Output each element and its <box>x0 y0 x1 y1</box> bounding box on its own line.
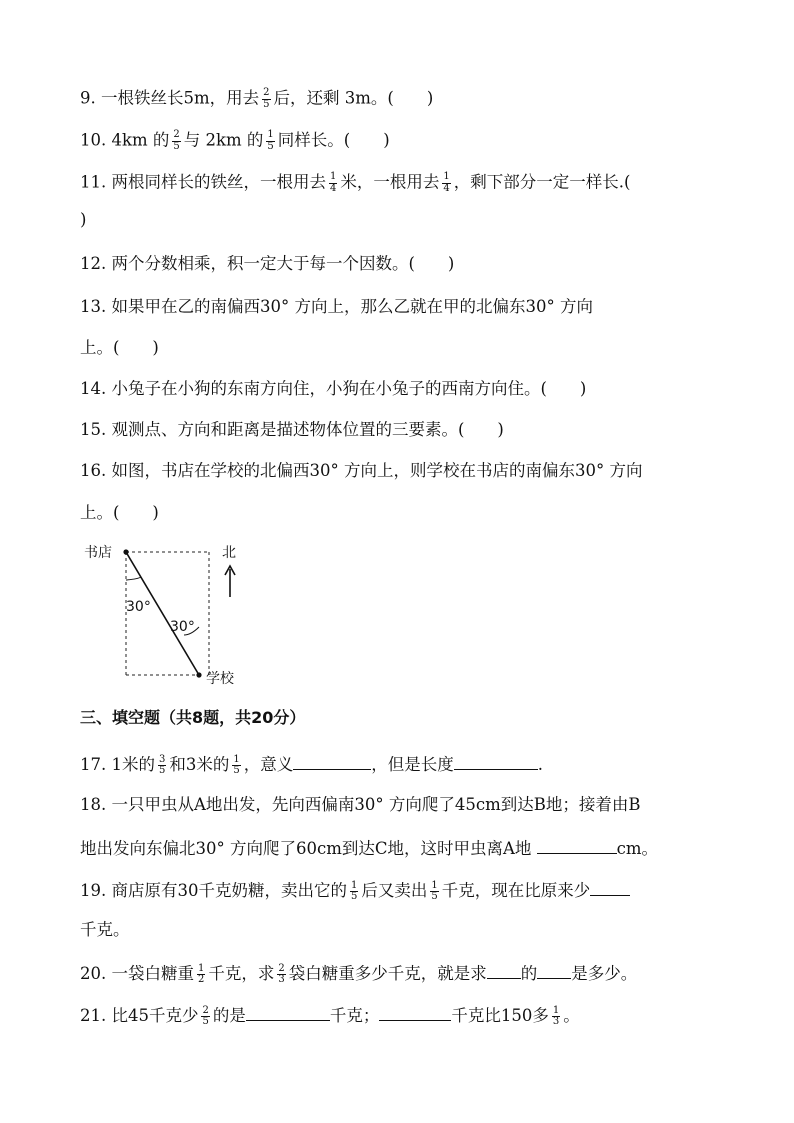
bookstore-point <box>123 549 128 554</box>
fraction: $\frac{1}{5}$ <box>267 129 274 152</box>
question-13-line2: 上。( ) <box>80 338 159 357</box>
angle-arc-top <box>126 577 141 580</box>
answer-blank[interactable] <box>537 963 571 979</box>
question-20-text-b: 千克，求 <box>208 964 275 983</box>
question-21-text-d: 千克比150多 <box>451 1006 549 1025</box>
fraction: $\frac{1}{5}$ <box>233 753 240 776</box>
question-11-cont: ) <box>80 210 87 229</box>
fraction: $\frac{2}{5}$ <box>202 1004 209 1027</box>
question-21-text-c: 千克； <box>329 1006 380 1025</box>
question-16-line1: 16. 如图，书店在学校的北偏西30° 方向上，则学校在书店的南偏东30° 方向 <box>80 461 643 480</box>
question-10-text-a: 10. 4km 的 <box>80 130 170 150</box>
question-10-text-c: 同样长。( ) <box>277 130 390 150</box>
answer-blank[interactable] <box>246 1005 330 1021</box>
fraction: $\frac{2}{3}$ <box>278 962 285 985</box>
direction-diagram <box>76 535 276 691</box>
answer-blank[interactable] <box>379 1005 451 1021</box>
section-title: 三、填空题（共8题，共20分） <box>80 708 306 727</box>
school-label: 学校 <box>206 671 234 687</box>
question-21 <box>80 1005 580 1028</box>
question-18-text-a: 地出发向东偏北30° 方向爬了60cm到达C地，这时甲虫离A地 <box>80 839 537 858</box>
question-15: 15. 观测点、方向和距离是描述物体位置的三要素。( ) <box>80 420 504 439</box>
question-16-line2: 上。( ) <box>80 503 159 522</box>
question-11 <box>80 172 630 194</box>
bookstore-label: 书店 <box>84 545 112 561</box>
question-9-text-b: 后，还剩 3m。( ) <box>273 88 434 108</box>
question-19-text-a: 19. 商店原有30千克奶糖，卖出它的 <box>80 881 347 900</box>
question-11-text-a: 11. 两根同样长的铁丝，一根用去 <box>80 172 326 192</box>
question-10 <box>80 130 390 152</box>
question-21-text-a: 21. 比45千克少 <box>80 1006 199 1025</box>
question-9-text-a: 9. 一根铁丝长5m，用去 <box>80 88 260 108</box>
question-17-text-e: . <box>537 755 543 774</box>
question-19-text-c: 千克，现在比原来少 <box>441 881 591 900</box>
question-20 <box>80 963 637 986</box>
answer-blank[interactable] <box>590 880 630 896</box>
question-12: 12. 两个分数相乘，积一定大于每一个因数。( ) <box>80 254 455 273</box>
question-19-line2: 千克。 <box>80 920 130 939</box>
question-17-text-a: 17. 1米的 <box>80 755 155 774</box>
fraction: $\frac{1}{4}$ <box>443 171 450 194</box>
question-20-text-c: 袋白糖重多少千克，就是求 <box>288 964 487 983</box>
question-13-line1: 13. 如果甲在乙的南偏西30° 方向上，那么乙就在甲的北偏东30° 方向 <box>80 297 593 316</box>
angle-label-1: 30° <box>126 599 151 615</box>
question-17-text-d: ，但是长度 <box>371 755 454 774</box>
question-17-text-b: 和3米的 <box>169 755 230 774</box>
answer-blank[interactable] <box>487 963 521 979</box>
question-20-text-d: 的 <box>520 964 538 983</box>
answer-blank[interactable] <box>293 754 371 770</box>
answer-blank[interactable] <box>537 838 617 854</box>
question-20-text-e: 是多少。 <box>571 964 638 983</box>
school-point <box>196 672 201 677</box>
question-20-text-a: 20. 一袋白糖重 <box>80 964 194 983</box>
question-17 <box>80 754 543 777</box>
fraction: $\frac{2}{5}$ <box>173 129 180 152</box>
question-10-text-b: 与 2km 的 <box>183 130 264 150</box>
question-19-text-b: 后又卖出 <box>361 881 428 900</box>
fraction: $\frac{1}{3}$ <box>552 1004 560 1027</box>
question-21-text-e: 。 <box>563 1006 580 1025</box>
fraction: $\frac{1}{2}$ <box>198 962 205 985</box>
question-21-text-b: 的是 <box>212 1006 246 1025</box>
fraction: $\frac{1}{5}$ <box>431 879 438 902</box>
fraction: $\frac{1}{4}$ <box>330 171 337 194</box>
fraction: $\frac{3}{5}$ <box>158 753 166 776</box>
question-9 <box>80 88 433 110</box>
question-18-text-b: cm。 <box>616 839 659 858</box>
fraction: $\frac{2}{5}$ <box>263 87 270 110</box>
answer-blank[interactable] <box>454 754 538 770</box>
north-label: 北 <box>222 545 236 561</box>
question-14: 14. 小兔子在小狗的东南方向住，小狗在小兔子的西南方向住。( ) <box>80 379 587 398</box>
question-18-line2 <box>80 838 658 858</box>
question-11-text-b: 米，一根用去 <box>340 172 440 192</box>
question-19 <box>80 880 630 903</box>
question-18-line1: 18. 一只甲虫从A地出发，先向西偏南30° 方向爬了45cm到达B地；接着由B <box>80 795 641 814</box>
question-11-text-c: ，剩下部分一定一样长.( <box>453 172 631 192</box>
angle-label-2: 30° <box>170 619 195 635</box>
fraction: $\frac{1}{5}$ <box>350 879 358 902</box>
question-17-text-c: ，意义 <box>243 755 294 774</box>
